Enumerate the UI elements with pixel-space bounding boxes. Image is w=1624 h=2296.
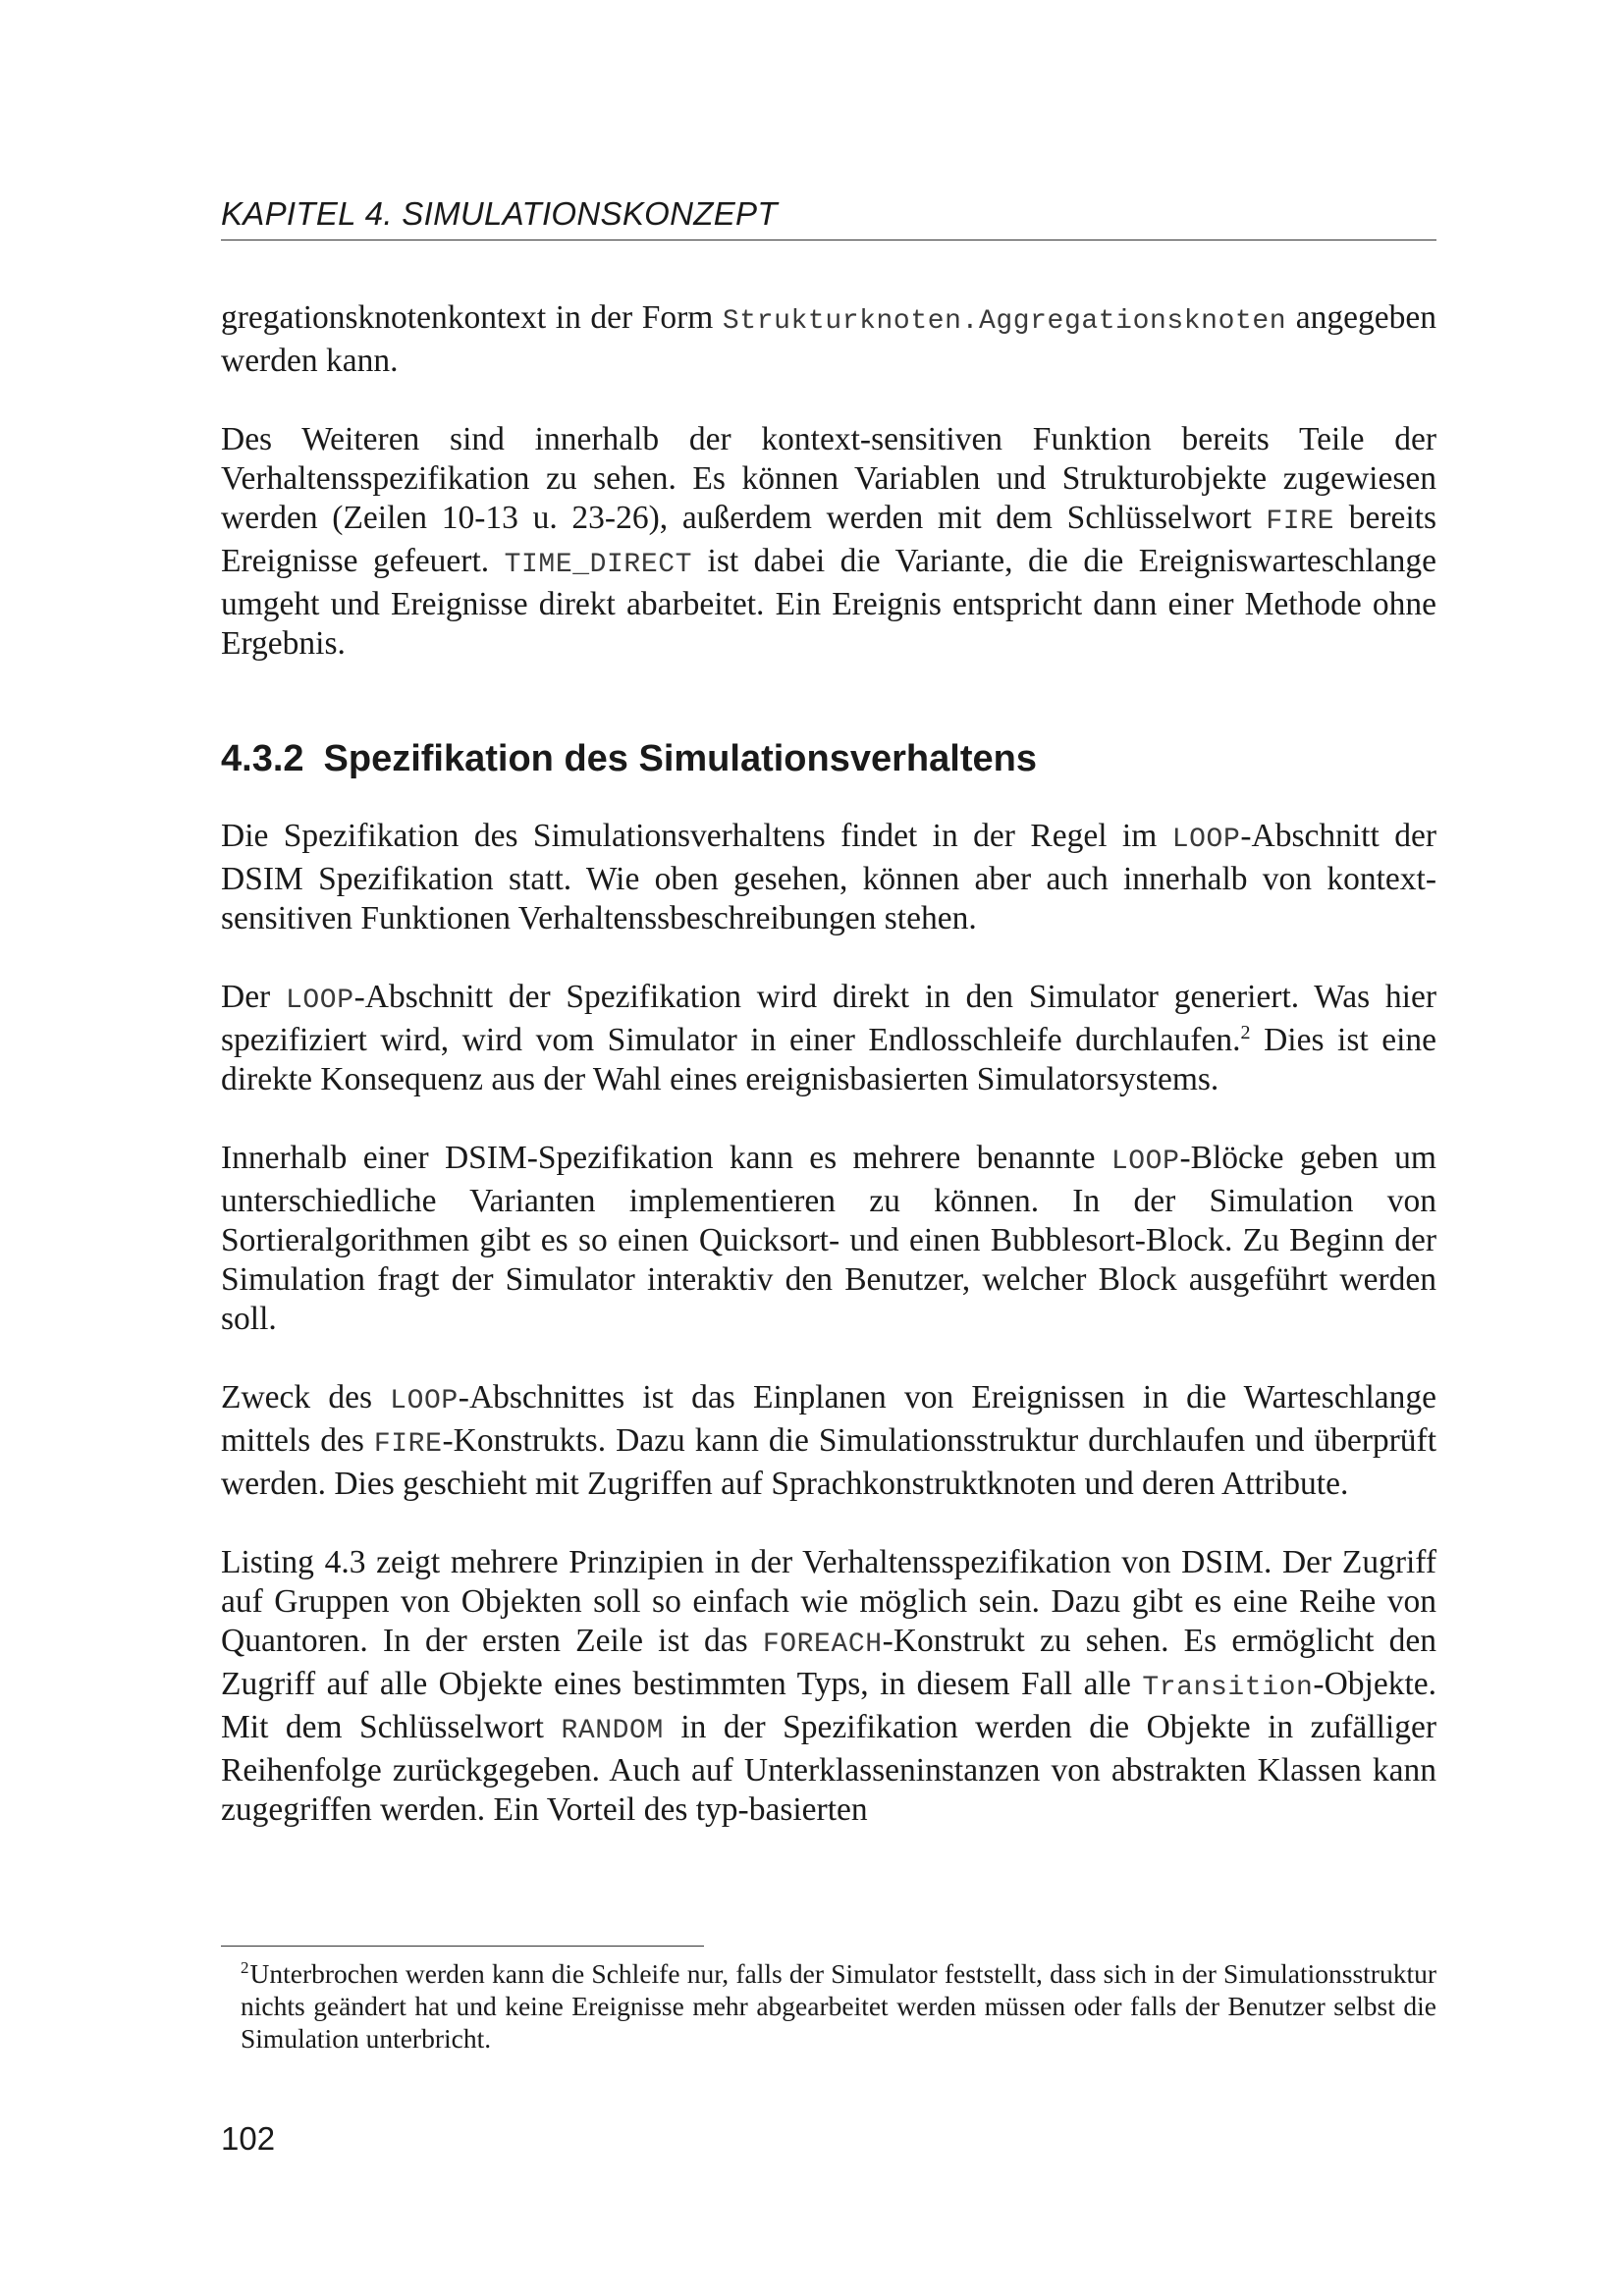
- inline-code: LOOP: [390, 1386, 459, 1416]
- paragraph-text: gregationsknotenkontext in der Form: [221, 299, 723, 336]
- paragraph-text: bereits Ereignisse gefeuert.: [221, 500, 1436, 579]
- paragraph-text: -Abschnitt der DSIM Spezifikation statt. Wie oben gesehen, können aber auch innerhalb von kontext-sensitiven Funktionen Verhaltenssbeschreibungen stehen.: [221, 818, 1436, 936]
- inline-code: Transition: [1142, 1673, 1314, 1703]
- paragraph-text: Innerhalb einer DSIM-Spezifikation kann es mehrere benannte: [221, 1140, 1111, 1176]
- paragraph-text: -Abschnittes ist das Einplanen von Ereignissen in die Warteschlange mittels des: [221, 1379, 1436, 1459]
- inline-code: FIRE: [1266, 507, 1334, 537]
- paragraph-text: -Konstrukts. Dazu kann die Simulationsstruktur durchlaufen und überprüft werden. Dies geschieht mit Zugriffen auf Sprachkonstruktknoten und deren Attribute.: [221, 1422, 1436, 1502]
- paragraph-text: -Blöcke geben um unterschiedliche Varianten implementieren zu können. In der Simulation von Sortieralgorithmen gibt es so einen Quicksort- und einen Bubblesort-Block. Zu Beginn der Simulation fragt der Simulator interaktiv den Benutzer, welcher Block ausgeführt werden soll.: [221, 1140, 1436, 1337]
- paragraph-text: -Abschnitt der Spezifikation wird direkt in den Simulator generiert. Was hier spezifiziert wird, wird vom Simulator in einer Endlosschleife durchlaufen.: [221, 979, 1436, 1058]
- section-number: 4.3.2: [221, 738, 304, 779]
- footnote-marker: 2: [1240, 1021, 1251, 1043]
- inline-code: FIRE: [373, 1429, 443, 1460]
- paragraph-text: Die Spezifikation des Simulationsverhaltens findet in der Regel im: [221, 818, 1172, 854]
- inline-code: LOOP: [1171, 825, 1241, 855]
- footnote: [221, 1957, 1436, 2055]
- section-heading: [221, 736, 1436, 781]
- inline-code: TIME_DIRECT: [504, 550, 693, 580]
- paragraph-text: Der: [221, 979, 286, 1015]
- paragraph-text: -Objekte. Mit dem Schlüsselwort: [221, 1666, 1436, 1745]
- inline-code: LOOP: [286, 986, 354, 1016]
- inline-code: LOOP: [1110, 1147, 1180, 1177]
- paragraph-loop-purpose: [221, 1378, 1436, 1504]
- page-number: 102: [221, 2120, 276, 2157]
- inline-code: Strukturknoten.Aggregationsknoten: [722, 306, 1287, 337]
- section-title: Spezifikation des Simulationsverhaltens: [323, 738, 1037, 779]
- paragraph-text: -Konstrukt zu sehen. Es ermöglicht den Zugriff auf alle Objekte eines bestimmten Typs, in diesem Fall alle: [221, 1623, 1436, 1702]
- running-head: KAPITEL 4. SIMULATIONSKONZEPT: [221, 195, 778, 232]
- paragraph-text: ist dabei die Variante, die die Ereigniswarteschlange umgeht und Ereignisse direkt abarbeitet. Ein Ereignis entspricht dann einer Methode ohne Ergebnis.: [221, 543, 1436, 662]
- paragraph-text: Zweck des: [221, 1379, 391, 1415]
- paragraph-behavior-spec: [221, 420, 1436, 664]
- paragraph-text: Listing 4.3 zeigt mehrere Prinzipien in der Verhaltensspezifikation von DSIM. Der Zugriff auf Gruppen von Objekten soll so einfach wie möglich sein. Dazu gibt es eine Reihe von Quantoren. In der ersten Zeile ist das: [221, 1544, 1436, 1659]
- paragraph-intro: [221, 298, 1436, 381]
- footnote-mark: 2: [241, 1957, 249, 1977]
- paragraph-loop-generation: [221, 978, 1436, 1099]
- paragraph-text: Dies ist eine direkte Konsequenz aus der Wahl eines ereignisbasierten Simulatorsystems.: [221, 1022, 1437, 1097]
- inline-code: FOREACH: [762, 1629, 883, 1660]
- paragraph-text: angegeben werden kann.: [221, 299, 1436, 379]
- paragraph-loop-blocks: [221, 1139, 1436, 1339]
- footnote-rule: [221, 1946, 704, 1947]
- paragraph-loop-section: [221, 817, 1436, 938]
- paragraph-text: Des Weiteren sind innerhalb der kontext-sensitiven Funktion bereits Teile der Verhaltensspezifikation zu sehen. Es können Variablen und Strukturobjekte zugewiesen werden (Zeilen 10-13 u. 23-26), außerdem werden mit dem Schlüsselwort: [221, 421, 1436, 536]
- paragraph-listing-principles: [221, 1543, 1436, 1830]
- inline-code: RANDOM: [561, 1716, 664, 1746]
- paragraph-text: in der Spezifikation werden die Objekte in zufälliger Reihenfolge zurückgegeben. Auch auf Unterklasseninstanzen von abstrakten Klassen kann zugegriffen werden. Ein Vorteil des typ-basierten: [221, 1709, 1436, 1828]
- footnote-body: [221, 1957, 1436, 2055]
- body-text: [221, 298, 1436, 1830]
- footnote-text: Unterbrochen werden kann die Schleife nur, falls der Simulator feststellt, dass sich in der Simulationsstruktur nichts geändert hat und keine Ereignisse mehr abgearbeitet werden müssen oder falls der Benutzer selbst die Simulation unterbricht.: [241, 1958, 1436, 2054]
